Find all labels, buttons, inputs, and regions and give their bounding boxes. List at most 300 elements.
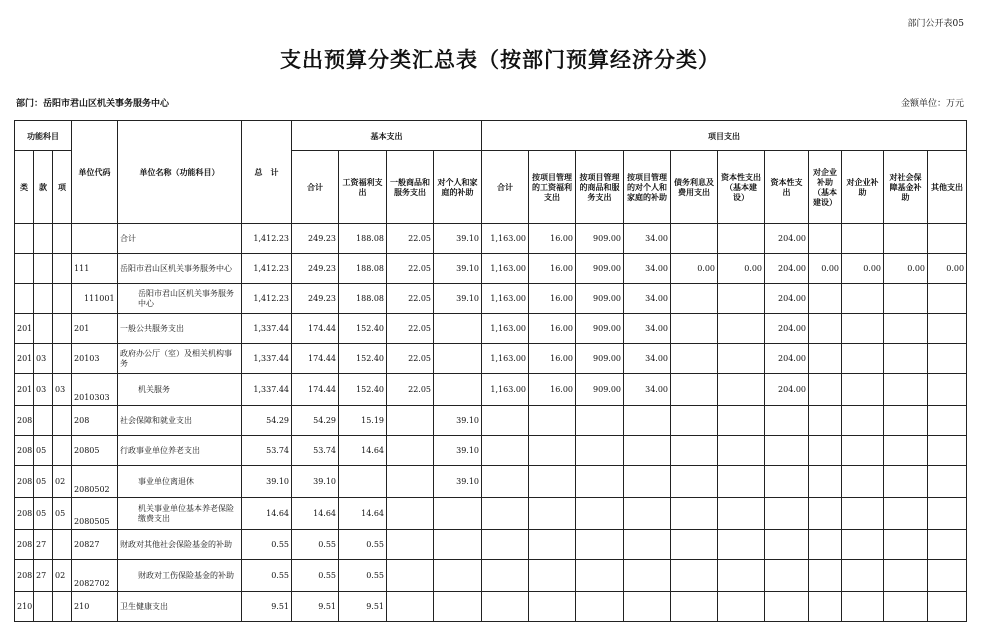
cell-xiang: 02 [53,466,72,498]
cell-basic-total: 9.51 [292,592,339,622]
cell-salary: 9.51 [339,592,387,622]
cell-p-cap-basic [718,314,765,344]
cell-p-ent-basic: 0.00 [809,254,842,284]
cell-proj-total: 1,163.00 [482,374,529,406]
cell-xiang [53,344,72,374]
cell-p-cap-basic [718,224,765,254]
cell-p-personal [624,406,671,436]
header-func-subject: 功能科目 [15,121,72,151]
cell-personal [434,314,482,344]
cell-goods: 22.05 [387,314,434,344]
cell-p-cap [765,530,809,560]
header-basic-col: 合计 [292,151,339,224]
cell-basic-total: 249.23 [292,254,339,284]
cell-total: 1,337.44 [242,344,292,374]
table-row [15,406,967,436]
cell-p-cap-basic [718,436,765,466]
header-project-col: 按项目管理的工资福利支出 [529,151,576,224]
cell-xiang [53,436,72,466]
cell-proj-total [482,560,529,592]
cell-p-goods [576,530,624,560]
table-row [15,374,967,406]
cell-basic-total: 249.23 [292,224,339,254]
cell-p-salary: 16.00 [529,224,576,254]
cell-p-salary [529,406,576,436]
cell-p-personal [624,592,671,622]
cell-personal [434,374,482,406]
cell-kuan: 05 [34,466,53,498]
cell-p-ent [842,436,884,466]
cell-p-social [884,560,928,592]
cell-name: 财政对其他社会保险基金的补助 [118,530,242,560]
cell-xiang [53,314,72,344]
cell-name: 一般公共服务支出 [118,314,242,344]
cell-p-salary [529,560,576,592]
cell-lei: 208 [15,436,34,466]
cell-p-ent-basic [809,344,842,374]
cell-p-cap-basic [718,344,765,374]
cell-p-ent-basic [809,498,842,530]
cell-p-ent-basic [809,224,842,254]
cell-total: 0.55 [242,530,292,560]
cell-salary: 14.64 [339,498,387,530]
cell-p-cap [765,466,809,498]
cell-kuan [34,592,53,622]
cell-code: 2080505 [72,498,118,530]
cell-p-debt: 0.00 [671,254,718,284]
cell-personal: 39.10 [434,224,482,254]
cell-p-cap-basic [718,406,765,436]
table-row [15,436,967,466]
cell-lei: 208 [15,560,34,592]
cell-p-ent-basic [809,436,842,466]
table-row [15,314,967,344]
cell-p-debt [671,374,718,406]
cell-xiang [53,284,72,314]
cell-code [72,224,118,254]
page-title: 支出预算分类汇总表（按部门预算经济分类） [280,47,720,72]
cell-salary: 188.08 [339,284,387,314]
cell-basic-total: 249.23 [292,284,339,314]
cell-p-personal: 34.00 [624,284,671,314]
cell-p-ent [842,406,884,436]
cell-p-goods [576,498,624,530]
cell-p-debt [671,436,718,466]
header-kuan: 款 [34,151,53,224]
cell-p-debt [671,344,718,374]
cell-code: 111001 [72,284,118,314]
cell-goods [387,530,434,560]
cell-p-salary: 16.00 [529,284,576,314]
cell-salary [339,466,387,498]
table-row [15,254,967,284]
cell-code: 20827 [72,530,118,560]
cell-total: 39.10 [242,466,292,498]
cell-name: 岳阳市君山区机关事务服务中心 [118,284,242,314]
cell-p-social: 0.00 [884,254,928,284]
table-row [15,466,967,498]
cell-p-personal: 34.00 [624,314,671,344]
header-project-col: 按项目管理的商品和服务支出 [576,151,624,224]
cell-kuan [34,314,53,344]
cell-personal: 39.10 [434,254,482,284]
cell-goods [387,406,434,436]
cell-p-social [884,498,928,530]
cell-p-ent [842,314,884,344]
cell-personal [434,498,482,530]
cell-personal: 39.10 [434,436,482,466]
cell-basic-total: 174.44 [292,374,339,406]
cell-p-other [928,530,967,560]
cell-lei [15,254,34,284]
cell-code: 20805 [72,436,118,466]
cell-proj-total [482,466,529,498]
cell-p-ent-basic [809,592,842,622]
cell-goods [387,592,434,622]
cell-p-cap-basic [718,466,765,498]
table-row [15,284,967,314]
cell-goods: 22.05 [387,254,434,284]
cell-name: 合计 [118,224,242,254]
cell-name: 机关事业单位基本养老保险缴费支出 [118,498,242,530]
cell-personal: 39.10 [434,466,482,498]
cell-proj-total: 1,163.00 [482,344,529,374]
cell-p-cap [765,406,809,436]
cell-p-other [928,406,967,436]
cell-lei: 201 [15,314,34,344]
cell-salary: 188.08 [339,224,387,254]
header-project-col: 资本性支出（基本建设） [718,151,765,224]
cell-p-goods [576,592,624,622]
cell-p-cap-basic [718,374,765,406]
cell-p-cap-basic [718,592,765,622]
cell-p-ent-basic [809,374,842,406]
cell-code: 111 [72,254,118,284]
table-row [15,498,967,530]
cell-personal [434,560,482,592]
cell-p-cap [765,560,809,592]
cell-p-cap-basic: 0.00 [718,254,765,284]
cell-p-goods: 909.00 [576,224,624,254]
form-id: 部门公开表05 [907,19,964,29]
header-lei: 类 [15,151,34,224]
cell-lei: 208 [15,406,34,436]
cell-goods: 22.05 [387,374,434,406]
cell-p-cap [765,592,809,622]
cell-p-cap-basic [718,560,765,592]
cell-xiang: 05 [53,498,72,530]
header-project-col: 对企业补助（基本建设） [809,151,842,224]
table-row [15,592,967,622]
header-project-col: 资本性支出 [765,151,809,224]
cell-salary: 152.40 [339,374,387,406]
cell-total: 9.51 [242,592,292,622]
cell-lei: 208 [15,466,34,498]
cell-proj-total [482,406,529,436]
cell-kuan [34,406,53,436]
cell-p-debt [671,530,718,560]
cell-personal [434,530,482,560]
cell-p-ent-basic [809,284,842,314]
cell-kuan: 27 [34,560,53,592]
cell-proj-total: 1,163.00 [482,284,529,314]
cell-kuan: 03 [34,374,53,406]
cell-kuan: 05 [34,498,53,530]
cell-p-social [884,592,928,622]
cell-p-cap-basic [718,284,765,314]
cell-lei: 201 [15,344,34,374]
cell-lei [15,224,34,254]
cell-p-personal: 34.00 [624,374,671,406]
cell-p-social [884,466,928,498]
cell-goods [387,436,434,466]
department-label: 部门：岳阳市君山区机关事务服务中心 [16,99,170,109]
cell-goods [387,560,434,592]
cell-p-cap [765,436,809,466]
cell-kuan [34,224,53,254]
cell-p-cap: 204.00 [765,314,809,344]
cell-total: 1,337.44 [242,314,292,344]
header-basic: 基本支出 [292,121,482,151]
header-project-col: 对社会保障基金补助 [884,151,928,224]
cell-p-social [884,344,928,374]
cell-p-goods [576,406,624,436]
cell-total: 1,337.44 [242,374,292,406]
header-basic-col: 工资福利支出 [339,151,387,224]
header-basic-col: 一般商品和服务支出 [387,151,434,224]
cell-xiang [53,406,72,436]
cell-total: 54.29 [242,406,292,436]
cell-lei [15,284,34,314]
cell-kuan: 27 [34,530,53,560]
cell-p-debt [671,284,718,314]
cell-proj-total: 1,163.00 [482,254,529,284]
cell-xiang: 03 [53,374,72,406]
header-project-col: 债务利息及费用支出 [671,151,718,224]
cell-p-goods: 909.00 [576,284,624,314]
cell-proj-total: 1,163.00 [482,314,529,344]
cell-xiang: 02 [53,560,72,592]
cell-p-personal: 34.00 [624,254,671,284]
cell-p-goods: 909.00 [576,344,624,374]
table-row [15,224,967,254]
cell-kuan: 03 [34,344,53,374]
cell-p-salary: 16.00 [529,374,576,406]
cell-goods: 22.05 [387,284,434,314]
cell-p-cap [765,498,809,530]
cell-p-debt [671,498,718,530]
header-project-col: 合计 [482,151,529,224]
cell-p-social [884,284,928,314]
cell-p-debt [671,560,718,592]
cell-p-debt [671,224,718,254]
cell-goods [387,498,434,530]
header-project-col: 其他支出 [928,151,967,224]
header-unit-code: 单位代码 [72,121,118,224]
cell-p-personal [624,530,671,560]
cell-p-goods: 909.00 [576,254,624,284]
cell-p-cap: 204.00 [765,284,809,314]
cell-p-other [928,344,967,374]
cell-name: 岳阳市君山区机关事务服务中心 [118,254,242,284]
cell-p-social [884,436,928,466]
cell-p-other: 0.00 [928,254,967,284]
cell-lei: 208 [15,498,34,530]
cell-p-other [928,284,967,314]
cell-p-salary [529,592,576,622]
header-basic-col: 对个人和家庭的补助 [434,151,482,224]
cell-p-salary: 16.00 [529,314,576,344]
cell-p-ent-basic [809,560,842,592]
cell-p-goods [576,560,624,592]
cell-p-social [884,374,928,406]
cell-kuan: 05 [34,436,53,466]
cell-p-personal: 34.00 [624,224,671,254]
cell-salary: 152.40 [339,344,387,374]
header-xiang: 项 [53,151,72,224]
cell-p-social [884,314,928,344]
cell-p-goods [576,466,624,498]
cell-name: 财政对工伤保险基金的补助 [118,560,242,592]
cell-p-social [884,224,928,254]
cell-p-salary: 16.00 [529,254,576,284]
header-project-col: 按项目管理的对个人和家庭的补助 [624,151,671,224]
cell-p-cap: 204.00 [765,254,809,284]
cell-code: 2080502 [72,466,118,498]
cell-name: 机关服务 [118,374,242,406]
cell-p-cap: 204.00 [765,224,809,254]
cell-proj-total [482,498,529,530]
cell-personal: 39.10 [434,284,482,314]
cell-total: 53.74 [242,436,292,466]
cell-p-debt [671,592,718,622]
table-row [15,560,967,592]
cell-p-debt [671,466,718,498]
cell-salary: 0.55 [339,530,387,560]
table-row [15,530,967,560]
cell-proj-total [482,436,529,466]
cell-xiang [53,254,72,284]
cell-salary: 188.08 [339,254,387,284]
cell-p-cap-basic [718,530,765,560]
cell-salary: 152.40 [339,314,387,344]
header-project: 项目支出 [482,121,967,151]
header-project-col: 对企业补助 [842,151,884,224]
cell-code: 201 [72,314,118,344]
cell-basic-total: 14.64 [292,498,339,530]
cell-goods [387,466,434,498]
cell-code: 208 [72,406,118,436]
cell-lei: 208 [15,530,34,560]
cell-p-ent [842,374,884,406]
header-total: 总 计 [242,121,292,224]
cell-p-ent [842,560,884,592]
cell-p-salary [529,530,576,560]
cell-p-personal [624,560,671,592]
cell-name: 事业单位离退休 [118,466,242,498]
cell-p-social [884,406,928,436]
cell-p-salary [529,498,576,530]
cell-lei: 201 [15,374,34,406]
cell-p-cap: 204.00 [765,374,809,406]
table-row [15,344,967,374]
cell-p-ent-basic [809,406,842,436]
cell-personal: 39.10 [434,406,482,436]
cell-lei: 210 [15,592,34,622]
cell-p-ent-basic [809,314,842,344]
cell-code: 20103 [72,344,118,374]
cell-p-other [928,466,967,498]
cell-goods: 22.05 [387,224,434,254]
cell-basic-total: 54.29 [292,406,339,436]
cell-total: 1,412.23 [242,224,292,254]
cell-p-goods: 909.00 [576,374,624,406]
cell-p-other [928,592,967,622]
cell-salary: 15.19 [339,406,387,436]
cell-basic-total: 0.55 [292,530,339,560]
cell-p-other [928,224,967,254]
cell-kuan [34,254,53,284]
cell-p-ent [842,530,884,560]
cell-proj-total: 1,163.00 [482,224,529,254]
cell-total: 14.64 [242,498,292,530]
cell-p-social [884,530,928,560]
cell-kuan [34,284,53,314]
cell-personal [434,344,482,374]
cell-basic-total: 0.55 [292,560,339,592]
cell-name: 卫生健康支出 [118,592,242,622]
cell-proj-total [482,592,529,622]
cell-p-goods: 909.00 [576,314,624,344]
cell-p-personal: 34.00 [624,344,671,374]
cell-basic-total: 174.44 [292,344,339,374]
cell-proj-total [482,530,529,560]
cell-p-ent [842,224,884,254]
cell-p-salary: 16.00 [529,344,576,374]
cell-code: 2082702 [72,560,118,592]
cell-p-ent [842,466,884,498]
budget-table [14,120,967,622]
cell-p-ent [842,344,884,374]
cell-xiang [53,224,72,254]
cell-p-other [928,498,967,530]
cell-p-salary [529,436,576,466]
cell-p-cap: 204.00 [765,344,809,374]
cell-p-ent [842,592,884,622]
cell-name: 行政事业单位养老支出 [118,436,242,466]
amount-unit-label: 金额单位：万元 [900,99,964,109]
cell-total: 1,412.23 [242,284,292,314]
cell-code: 2010303 [72,374,118,406]
cell-p-personal [624,498,671,530]
cell-basic-total: 39.10 [292,466,339,498]
cell-p-other [928,314,967,344]
cell-p-other [928,436,967,466]
cell-goods: 22.05 [387,344,434,374]
cell-p-ent: 0.00 [842,254,884,284]
cell-p-debt [671,314,718,344]
cell-basic-total: 53.74 [292,436,339,466]
cell-p-other [928,374,967,406]
cell-p-personal [624,436,671,466]
cell-total: 1,412.23 [242,254,292,284]
cell-p-debt [671,406,718,436]
cell-salary: 0.55 [339,560,387,592]
cell-p-goods [576,436,624,466]
cell-p-ent [842,284,884,314]
cell-xiang [53,592,72,622]
cell-basic-total: 174.44 [292,314,339,344]
